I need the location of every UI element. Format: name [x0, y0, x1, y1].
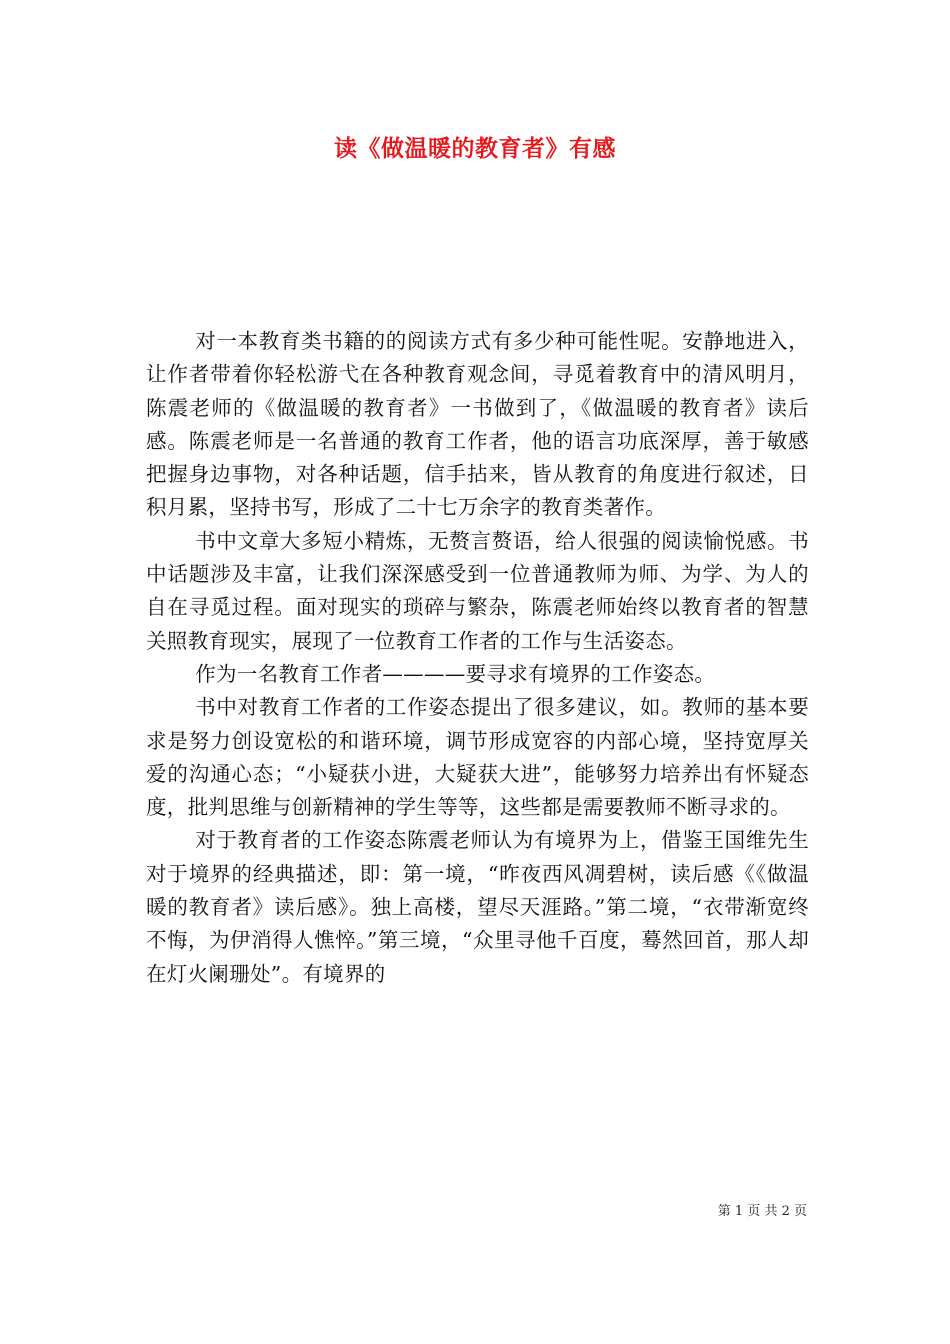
document-title: 读《做温暖的教育者》有感 [334, 135, 616, 162]
paragraph: 作为一名教育工作者————要寻求有境界的工作姿态。 [195, 661, 716, 686]
paragraph: 书中对教育工作者的工作姿态提出了很多建议，如。教师的基本要求是努力创设宽松的和谐环境，调节形成宽容的内部心境，坚持宽厚关爱的沟通心态；“小疑获小进，大疑获大进”，能够努力培养出有怀疑态度，批判思维与创新精神的学生等等，这些都是需要教师不断寻求的。 [146, 695, 809, 820]
paragraph: 对一本教育类书籍的的阅读方式有多少种可能性呢。安静地进入，让作者带着你轻松游弋在各种教育观念间，寻觅着教育中的清风明月，陈震老师的《做温暖的教育者》一书做到了，《做温暖的教育者》读后感。陈震老师是一名普通的教育工作者，他的语言功底深厚，善于敏感把握身边事物，对各种话题，信手拈来，皆从教育的角度进行叙述，日积月累，坚持书写，形成了二十七万余字的教育类著作。 [146, 329, 809, 520]
document-body [146, 325, 809, 991]
page-number: 第 1 页 共 2 页 [717, 1204, 807, 1219]
paragraph: 书中文章大多短小精炼，无赘言赘语，给人很强的阅读愉悦感。书中话题涉及丰富，让我们深深感受到一位普通教师为师、为学、为人的自在寻觅过程。面对现实的琐碎与繁杂，陈震老师始终以教育者的智慧关照教育现实，展现了一位教育工作者的工作与生活姿态。 [146, 528, 809, 653]
paragraph: 对于教育者的工作姿态陈震老师认为有境界为上，借鉴王国维先生对于境界的经典描述，即：第一境，“昨夜西风凋碧树，读后感《《做温暖的教育者》读后感》。独上高楼，望尽天涯路。”第二境，“衣带渐宽终不悔，为伊消得人憔悴。”第三境，“众里寻他千百度，蓦然回首，那人却在灯火阑珊处”。有境界的 [146, 828, 809, 986]
